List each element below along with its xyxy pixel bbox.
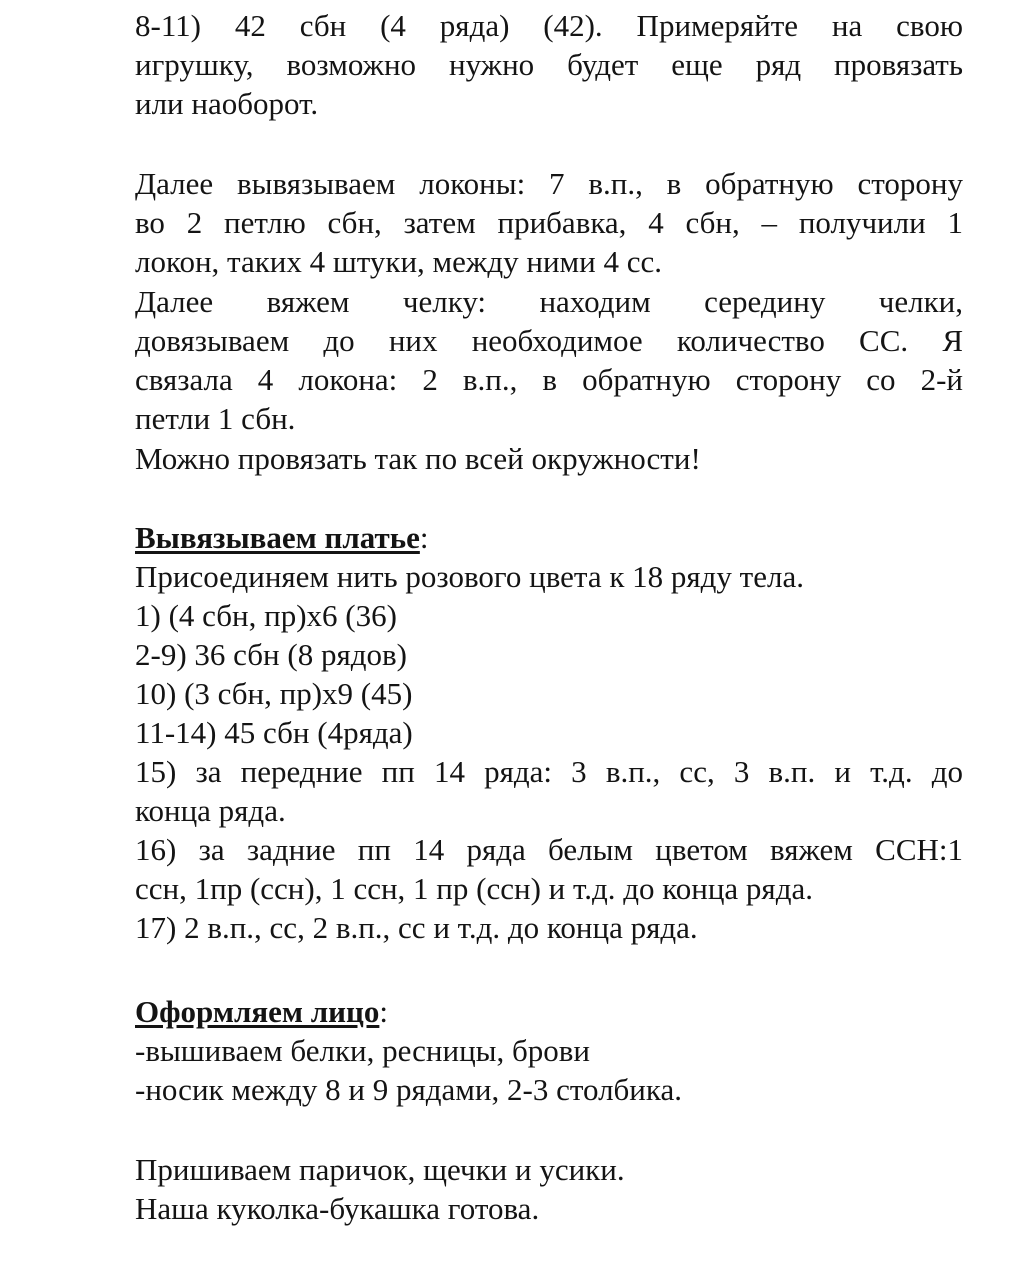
bangs-paragraph (135, 282, 963, 438)
text-line: конца ряда. (135, 793, 286, 828)
face-section (135, 992, 963, 1109)
text-line: 17) 2 в.п., сс, 2 в.п., сс и т.д. до конца ряда. (135, 910, 698, 945)
text-line: ссн, 1пр (ссн), 1 ссн, 1 пр (ссн) и т.д. до конца ряда. (135, 871, 813, 906)
text-line: Можно провязать так по всей окружности! (135, 441, 701, 476)
text-line: или наоборот. (135, 86, 319, 121)
text-line: 16) за задние пп 14 ряда белым цветом вяжем ССН:1 (135, 832, 963, 867)
face-heading (135, 992, 963, 1031)
final-section (135, 1150, 963, 1228)
text-line: довязываем до них необходимое количество СС. Я (135, 323, 963, 358)
circumference-note (135, 439, 963, 478)
face-heading-colon: : (379, 994, 388, 1029)
text-line: Присоединяем нить розового цвета к 18 ряду тела. (135, 559, 804, 594)
text-line: Наша куколка-букашка готова. (135, 1191, 540, 1226)
text-line: -вышиваем белки, ресницы, брови (135, 1033, 590, 1068)
curls-paragraph (135, 164, 963, 281)
text-line: связала 4 локона: 2 в.п., в обратную сторону со 2-й (135, 362, 963, 397)
dress-heading (135, 518, 963, 557)
text-line: 11-14) 45 сбн (4ряда) (135, 715, 413, 750)
text-line: во 2 петлю сбн, затем прибавка, 4 сбн, – получили 1 (135, 205, 963, 240)
hair-rows-paragraph (135, 6, 963, 123)
text-line: игрушку, возможно нужно будет еще ряд провязать (135, 47, 963, 82)
text-line: Далее вяжем челку: находим середину челки, (135, 284, 963, 319)
dress-heading-text: Вывязываем платье (135, 520, 420, 555)
text-line: Пришиваем паричок, щечки и усики. (135, 1152, 625, 1187)
dress-heading-colon: : (419, 520, 429, 555)
face-heading-text: Оформляем лицо (135, 994, 380, 1029)
text-line: петли 1 сбн. (135, 401, 296, 436)
dress-section (135, 518, 963, 947)
text-line: 1) (4 сбн, пр)х6 (36) (135, 598, 397, 633)
text-line: 8-11) 42 сбн (4 ряда) (42). Примеряйте на свою (135, 8, 963, 43)
text-line: 15) за передние пп 14 ряда: 3 в.п., сс, 3 в.п. и т.д. до (135, 754, 963, 789)
text-line: 2-9) 36 сбн (8 рядов) (135, 637, 407, 672)
text-line: Далее вывязываем локоны: 7 в.п., в обратную сторону (135, 166, 963, 201)
text-line: -носик между 8 и 9 рядами, 2-3 столбика. (135, 1072, 682, 1107)
text-line: 10) (3 сбн, пр)х9 (45) (135, 676, 413, 711)
text-line: локон, таких 4 штуки, между ними 4 сс. (135, 244, 663, 279)
